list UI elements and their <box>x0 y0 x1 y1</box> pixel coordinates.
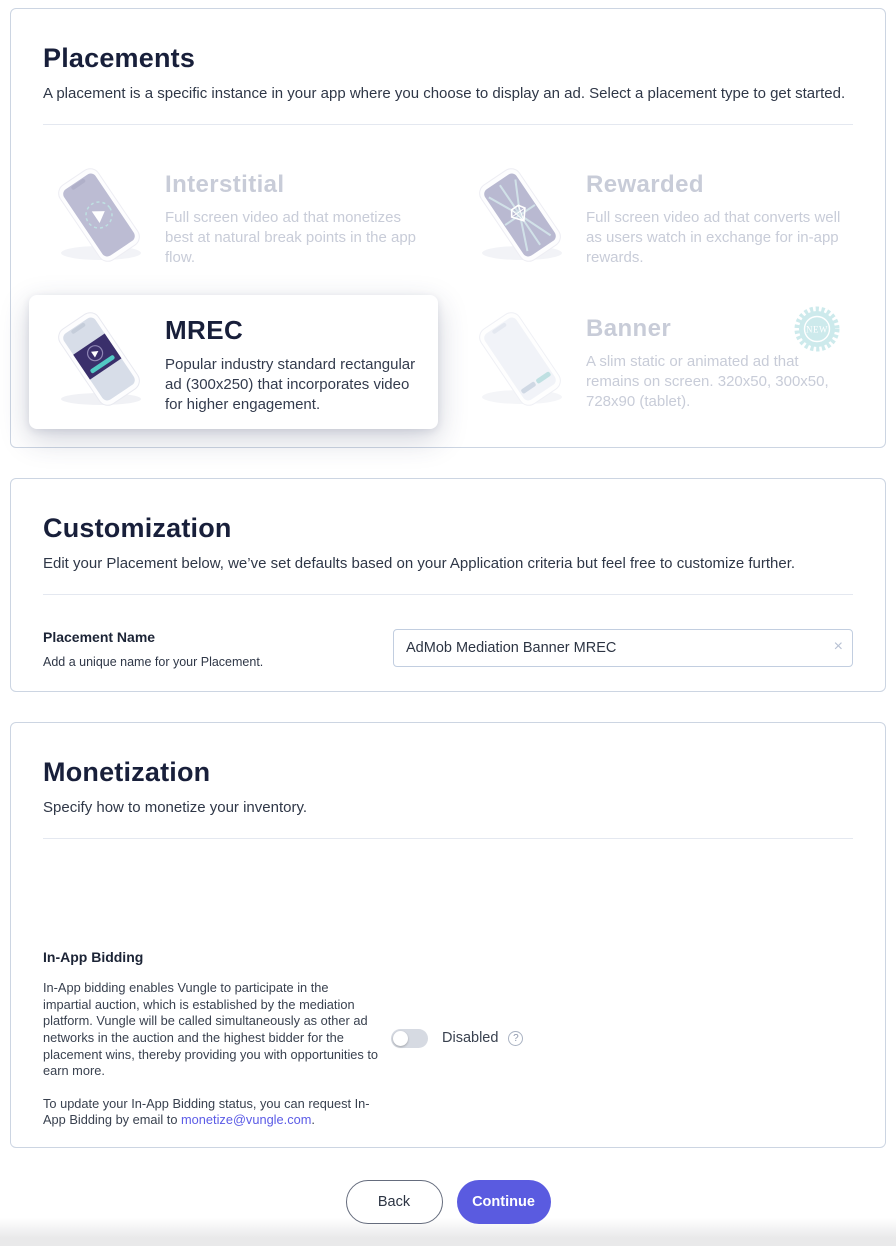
note-text: To update your In-App Bidding status, you can request In-App Bidding by email to <box>43 1095 370 1128</box>
customization-card <box>10 478 886 692</box>
clear-input-icon[interactable]: × <box>833 638 843 655</box>
placement-tile-interstitial[interactable] <box>29 151 438 281</box>
mrec-phone-icon <box>43 309 155 409</box>
in-app-bidding-description: In-App bidding enables Vungle to participate in the impartial auction, which is established by the mediation platform. Vungle will be called simultaneously as other ad networks in the auction and the highest bidder for the placement wins, thereby providing you with opportunities to earn more. <box>43 980 379 1079</box>
customization-title: Customization <box>43 513 232 543</box>
rewarded-phone-icon <box>464 165 576 265</box>
placements-card <box>10 8 886 448</box>
monetization-card <box>10 722 886 1148</box>
placements-title: Placements <box>43 43 196 73</box>
interstitial-phone-icon <box>43 165 155 265</box>
placement-name-help: Add a unique name for your Placement. <box>43 655 264 669</box>
placement-type-description: A slim static or animated ad that remains on screen. 320x50, 300x50, 728x90 (tablet). <box>586 353 829 410</box>
divider <box>43 594 853 595</box>
placement-name-row <box>43 629 853 669</box>
placement-name-input[interactable] <box>393 629 853 667</box>
note-suffix: . <box>311 1112 315 1128</box>
svg-text:NEW: NEW <box>806 324 828 335</box>
toggle-knob <box>393 1031 408 1046</box>
in-app-bidding-toggle[interactable] <box>391 1029 428 1048</box>
in-app-bidding-row <box>43 949 853 1129</box>
footer-actions <box>0 1180 896 1224</box>
placement-tile-banner[interactable] <box>450 295 859 428</box>
divider <box>43 124 853 125</box>
banner-phone-icon <box>464 309 576 409</box>
placement-type-title: Rewarded <box>586 171 704 198</box>
help-icon[interactable]: ? <box>508 1031 523 1046</box>
back-button[interactable]: Back <box>346 1180 443 1224</box>
customization-subtitle: Edit your Placement below, we’ve set defaults based on your Application criteria but feel free to customize further. <box>43 555 796 572</box>
placement-type-description: Full screen video ad that converts well as users watch in exchange for in-app rewards. <box>586 209 841 266</box>
in-app-bidding-note <box>43 1096 379 1129</box>
continue-button[interactable]: Continue <box>457 1180 551 1224</box>
monetization-subtitle: Specify how to monetize your inventory. <box>43 799 308 816</box>
placement-type-description: Popular industry standard rectangular ad (300x250) that incorporates video for higher engagement. <box>165 356 416 413</box>
new-badge-icon <box>793 305 841 358</box>
placement-tile-mrec-selected[interactable] <box>29 295 438 428</box>
placement-type-title: Interstitial <box>165 171 285 198</box>
toggle-status-text: Disabled <box>442 1030 499 1046</box>
placement-name-label: Placement Name <box>43 629 156 645</box>
placement-type-title: MREC <box>165 315 244 346</box>
in-app-bidding-label: In-App Bidding <box>43 949 144 965</box>
monetization-title: Monetization <box>43 757 211 787</box>
placement-type-title: Banner <box>586 315 672 343</box>
placement-type-description: Full screen video ad that monetizes best at natural break points in the app flow. <box>165 209 417 266</box>
monetize-email-link[interactable]: monetize@vungle.com <box>181 1112 312 1128</box>
placement-type-grid <box>29 151 859 429</box>
divider <box>43 838 853 839</box>
placements-subtitle: A placement is a specific instance in your app where you choose to display an ad. Select a placement type to get started. <box>43 85 846 102</box>
placement-tile-rewarded[interactable] <box>450 151 859 281</box>
